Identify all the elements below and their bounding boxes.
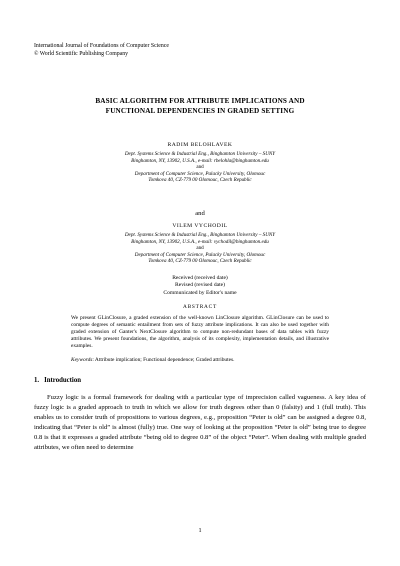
revised-date: Revised (revised date) bbox=[174, 282, 225, 289]
section-number: 1. bbox=[34, 377, 40, 384]
keywords-line bbox=[71, 357, 329, 364]
title-line-2: FUNCTIONAL DEPENDENCIES IN GRADED SETTING bbox=[105, 106, 295, 115]
journal-name: International Journal of Foundations of Computer Science bbox=[34, 43, 169, 49]
affiliation-line: Binghamton, NY, 13902, U.S.A., e-mail: vychodil@binghamton.edu bbox=[131, 238, 269, 245]
body-paragraph bbox=[34, 393, 366, 454]
section-heading bbox=[34, 377, 81, 384]
abstract-heading: ABSTRACT bbox=[182, 304, 218, 310]
affiliation-line: Dept. Systems Science & Industrial Eng., Binghamton University – SUNY bbox=[124, 232, 276, 238]
received-date: Received (received date) bbox=[172, 275, 228, 281]
author-affiliation bbox=[60, 151, 340, 184]
affiliation-line: and bbox=[196, 164, 204, 171]
title-line-1: BASIC ALGORITHM FOR ATTRIBUTE IMPLICATIONS AND bbox=[95, 97, 305, 105]
keywords-label: Keywords bbox=[71, 357, 93, 363]
author-affiliation bbox=[60, 232, 340, 265]
page-number: 1 bbox=[198, 527, 202, 534]
dates-block bbox=[50, 275, 350, 297]
journal-header bbox=[34, 42, 169, 59]
abstract-text: We present GLinClosure, a graded extension of the well-known LinClosure algorithm. GLinClosure can be used to compute degrees of semantic entailment from sets of fuzzy attribute implications. It can also be used together with graded extension of Ganter's NextClosure algorithm to compute non-redundant bases of data tables with fuzzy attributes. We present foundations, the algorithm, analysis of its complexity, implementation details, and illustrative examples. bbox=[71, 315, 329, 350]
affiliation-line: Tomkova 40, CZ-779 00 Olomouc, Czech Republic bbox=[148, 258, 252, 265]
affiliation-line: Binghamton, NY, 13902, U.S.A., e-mail: rbelohla@binghamton.edu bbox=[131, 157, 269, 164]
author-name: RADIM BELOHLAVEK bbox=[167, 142, 233, 148]
publisher-line: © World Scientific Publishing Company bbox=[34, 51, 129, 58]
affiliation-line: Dept. Systems Science & Industrial Eng., Binghamton University – SUNY bbox=[124, 151, 276, 157]
keywords-list: : Attribute implication; Functional dependence; Graded attributes. bbox=[92, 357, 235, 363]
paper-title bbox=[50, 97, 350, 117]
affiliation-line: Department of Computer Science, Palacky University, Olomouc bbox=[134, 251, 266, 258]
author-name: VILEM VYCHODIL bbox=[172, 223, 228, 229]
affiliation-line: Tomkova 40, CZ-779 00 Olomouc, Czech Republic bbox=[148, 177, 252, 184]
affiliation-line: and bbox=[196, 245, 204, 252]
affiliation-line: Department of Computer Science, Palacky University, Olomouc bbox=[134, 170, 266, 177]
and-separator: and bbox=[195, 210, 205, 217]
communicated-by: Communicated by Editor's name bbox=[163, 289, 237, 296]
section-title: Introduction bbox=[44, 377, 81, 384]
paragraph-text: Fuzzy logic is a formal framework for dealing with a particular type of imprecision called vagueness. A key idea of fuzzy logic is a graded approach to truth in which we allow for truth degrees other than 0 (falsity) and 1 (full truth). This enables us to consider truth of propositions to various degrees, e.g., proposition “Peter is old” can be assigned a degree 0.8, indicating that “Peter is old” is almost (fully) true. One way of looking at the proposition “Peter is old” being true to degree 0.8 is that it expresses a graded attribute “being old to degree 0.8” of the object “Peter”. When dealing with multiple graded attributes, we often need to determine bbox=[34, 394, 366, 452]
